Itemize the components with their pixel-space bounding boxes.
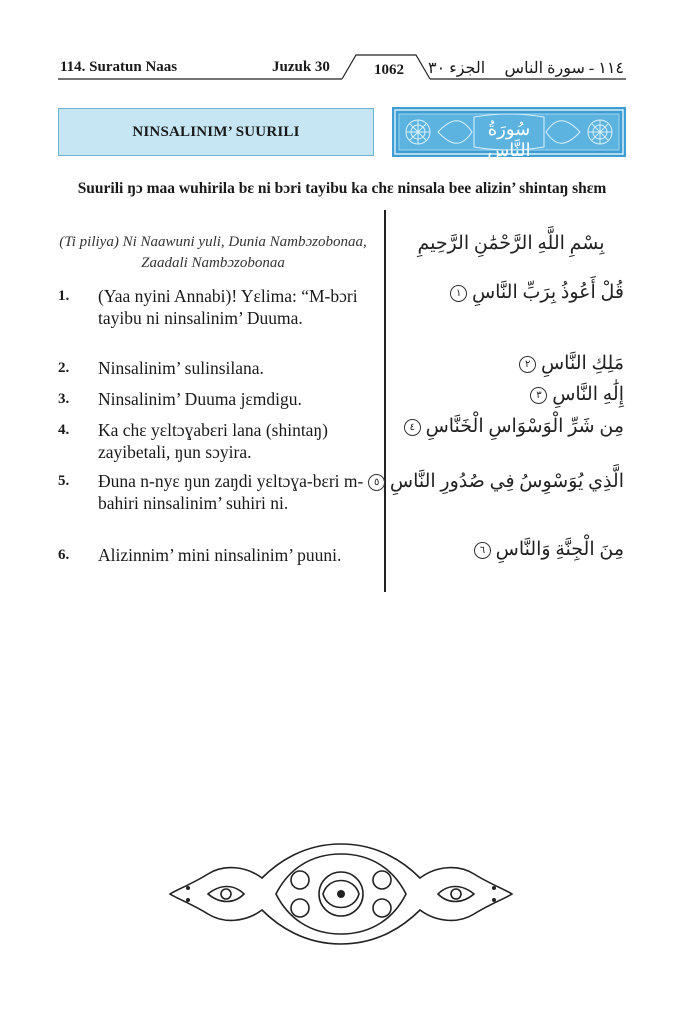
verse-4-arabic (401, 415, 624, 438)
verse-text: (Yaa nyini Annabi)! Yɛlima: “M-bɔri tayibu ni ninsalinim’ Duuma. (98, 286, 358, 328)
ayah-marker: ٥ (368, 474, 385, 491)
verse-number: 4. (58, 422, 70, 438)
arabic-text: قُلْ أَعُوذُ بِرَبِّ النَّاسِ (471, 282, 624, 303)
verse-number: 2. (58, 360, 70, 376)
ayah-marker: ١ (450, 285, 467, 302)
arabic-text: مِنَ الْجِنَّةِ وَالنَّاسِ (495, 539, 624, 560)
verse-2-arabic (516, 352, 624, 375)
ayah-marker: ٦ (474, 542, 491, 559)
verse-1-arabic (447, 281, 624, 304)
page-number: 1062 (374, 62, 404, 78)
page-header (0, 0, 682, 90)
arabic-text: مِن شَرِّ الْوَسْوَاسِ الْخَنَّاسِ (425, 416, 624, 437)
surah-banner (392, 107, 626, 160)
verse-number: 3. (58, 391, 70, 407)
surah-title: NINSALINIM’ SUURILI (132, 123, 300, 140)
arabic-text: مَلِكِ النَّاسِ (540, 353, 624, 374)
verse-text: Ðuna n-nyɛ ŋun zaŋdi yɛltɔɣa-bɛri m-bahiri ninsalinim’ suhiri ni. (98, 471, 364, 513)
verse-3-arabic (527, 383, 624, 406)
verse-text: Ninsalinim’ sulinsilana. (98, 358, 264, 378)
basmala-arabic: بِسْمِ اللَّهِ الرَّحْمَٰنِ الرَّحِيمِ (417, 233, 605, 254)
verse-text: Alizinnim’ mini ninsalinim’ puuni. (98, 545, 342, 565)
verse-number: 1. (58, 288, 70, 304)
header-surah-label: 114. Suratun Naas (60, 59, 178, 75)
basmala-translation: (Ti piliya) Ni Naawuni yuli, Dunia Nambɔzobonaa, Zaadali Nambɔzobonaa (59, 234, 367, 271)
ayah-marker: ٣ (530, 387, 547, 404)
ayah-marker: ٤ (404, 419, 421, 436)
verse-5-arabic (365, 470, 624, 493)
end-ornament-icon (168, 838, 514, 950)
verse-number: 5. (58, 473, 70, 489)
verse-text: Ka chɛ yɛltɔɣabɛri lana (shintaŋ) zayibetali, ŋun sɔyira. (98, 420, 328, 462)
surah-intro: Suurili ŋɔ maa wuhirila bɛ ni bɔri tayibu ka chɛ ninsala bee alizin’ shintaŋ shɛm (77, 180, 607, 197)
ayah-marker: ٢ (519, 356, 536, 373)
header-juz-arabic: الجزء ٣٠ (428, 60, 486, 77)
verse-text: Ninsalinim’ Duuma jɛmdigu. (98, 389, 302, 409)
banner-arabic-title: سُورَةُ النَّاسِ (487, 119, 531, 160)
header-juz-label: Juzuk 30 (272, 59, 330, 75)
arabic-text: إِلَٰهِ النَّاسِ (552, 384, 624, 405)
verse-6-arabic (471, 538, 624, 561)
surah-title-box (58, 108, 374, 156)
header-surah-arabic: ١١٤ - سورة الناس (504, 60, 624, 77)
arabic-text: الَّذِي يُوَسْوِسُ فِي صُدُورِ النَّاسِ (389, 471, 624, 492)
verse-number: 6. (58, 547, 70, 563)
